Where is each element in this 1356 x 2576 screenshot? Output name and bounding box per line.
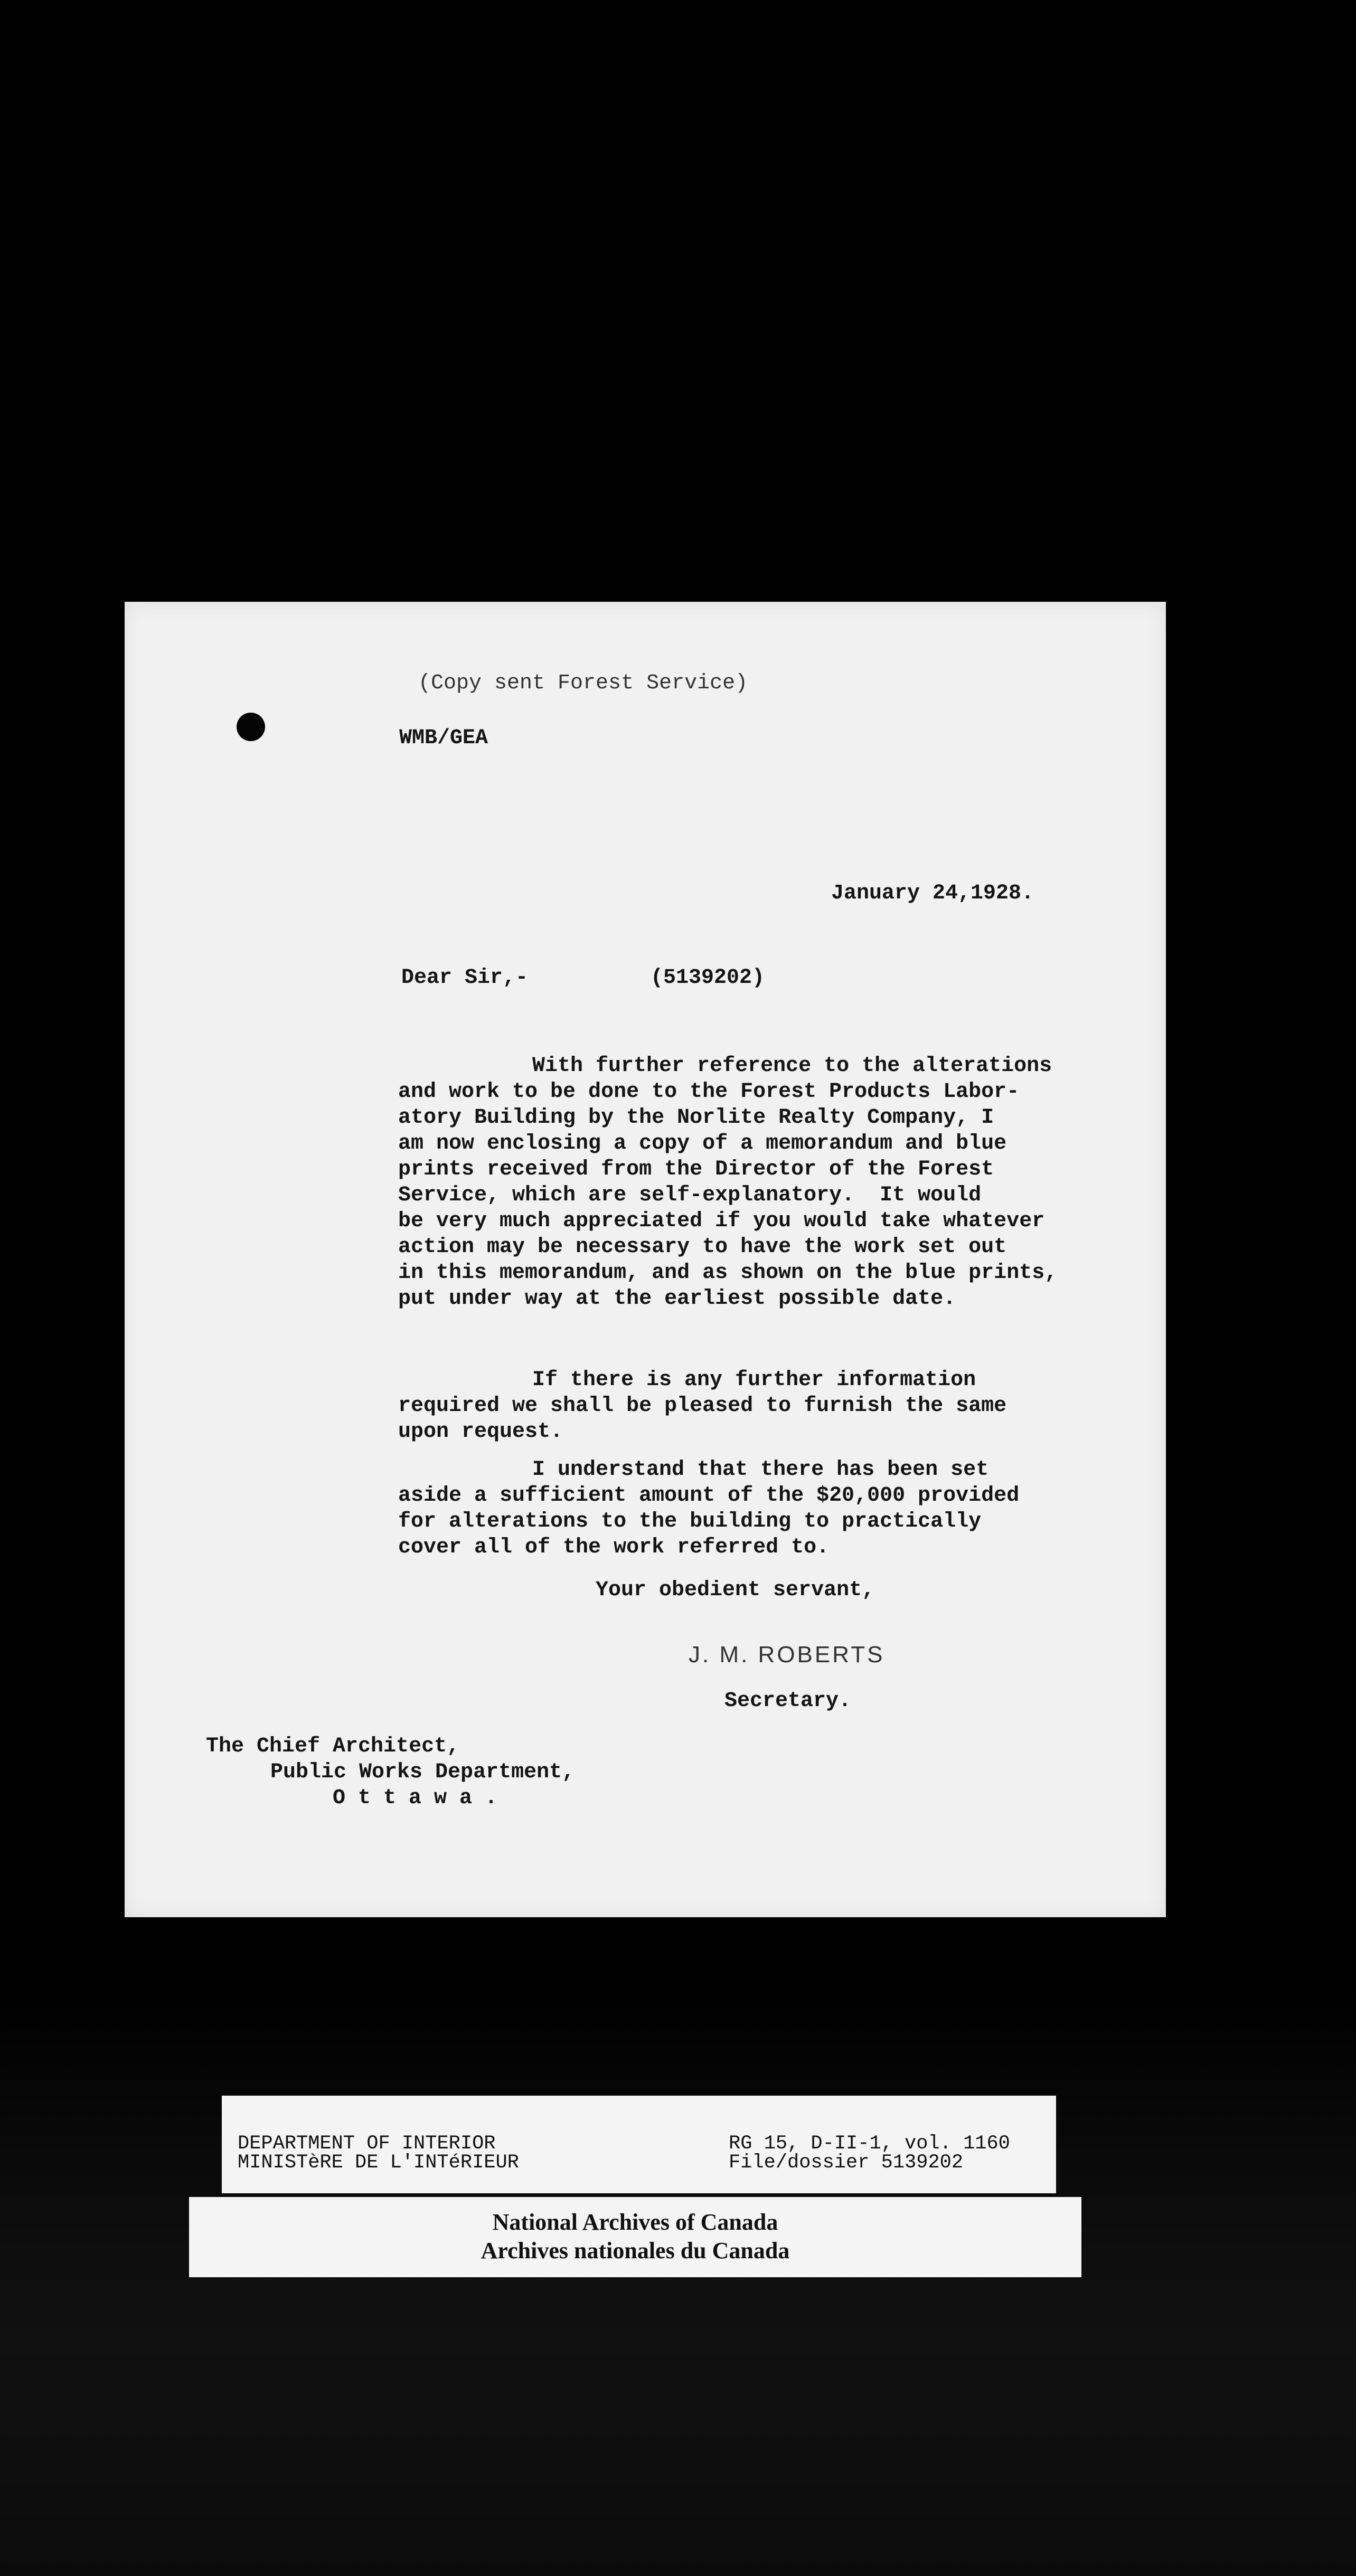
copy-note: (Copy sent Forest Service): [418, 671, 748, 695]
paragraph-line: put under way at the earliest possible date.: [398, 1287, 956, 1311]
department-french: MINISTèRE DE L'INTéRIEUR: [238, 2152, 519, 2174]
addressee-line: O t t a w a .: [333, 1786, 498, 1810]
national-archives-banner: [189, 2197, 1081, 2277]
paragraph-line: prints received from the Director of the Forest: [398, 1158, 994, 1181]
punch-hole: [237, 713, 265, 741]
salutation: Dear Sir,-: [401, 966, 529, 990]
microfilm-band: [0, 1985, 1356, 2576]
paragraph-line: required we shall be pleased to furnish the same: [398, 1394, 1007, 1418]
signature: J. M. ROBERTS: [689, 1642, 885, 1668]
department-english: DEPARTMENT OF INTERIOR: [238, 2133, 496, 2155]
paragraph-line: for alterations to the building to practically: [398, 1510, 982, 1533]
addressee-line: Public Works Department,: [270, 1760, 575, 1784]
paragraph-line: upon request.: [398, 1420, 563, 1444]
addressee-line: The Chief Architect,: [206, 1735, 460, 1758]
paragraph-line: Service, which are self-explanatory. It would: [398, 1183, 982, 1207]
paragraph-line: am now enclosing a copy of a memorandum and blue: [398, 1132, 1007, 1156]
signer-title: Secretary.: [724, 1689, 852, 1713]
letter-date: January 24,1928.: [831, 882, 1034, 905]
paragraph-line: action may be necessary to have the work set out: [398, 1235, 1007, 1259]
paragraph-line: cover all of the work referred to.: [398, 1536, 830, 1559]
file-dossier: File/dossier 5139202: [729, 2152, 964, 2174]
file-number: (5139202): [651, 966, 765, 990]
archives-french: Archives nationales du Canada: [481, 2238, 790, 2264]
paragraph-line: be very much appreciated if you would take whatever: [398, 1209, 1045, 1233]
paragraph-line: aside a sufficient amount of the $20,000 provided: [398, 1484, 1020, 1508]
paragraph-line: atory Building by the Norlite Realty Company, I: [398, 1106, 994, 1130]
paragraph-line: If there is any further information: [532, 1368, 976, 1392]
archive-reference-label: [222, 2096, 1056, 2193]
closing: Your obedient servant,: [596, 1578, 875, 1602]
paragraph-line: With further reference to the alterations: [532, 1054, 1052, 1078]
reference-initials: WMB/GEA: [399, 726, 488, 750]
archives-english: National Archives of Canada: [492, 2209, 778, 2235]
paragraph-line: and work to be done to the Forest Products Labor-: [398, 1080, 1020, 1104]
letter-page: [125, 602, 1166, 1917]
paragraph-line: I understand that there has been set: [532, 1458, 989, 1482]
record-group: RG 15, D-II-1, vol. 1160: [729, 2133, 1010, 2155]
paragraph-line: in this memorandum, and as shown on the blue prints,: [398, 1261, 1058, 1285]
